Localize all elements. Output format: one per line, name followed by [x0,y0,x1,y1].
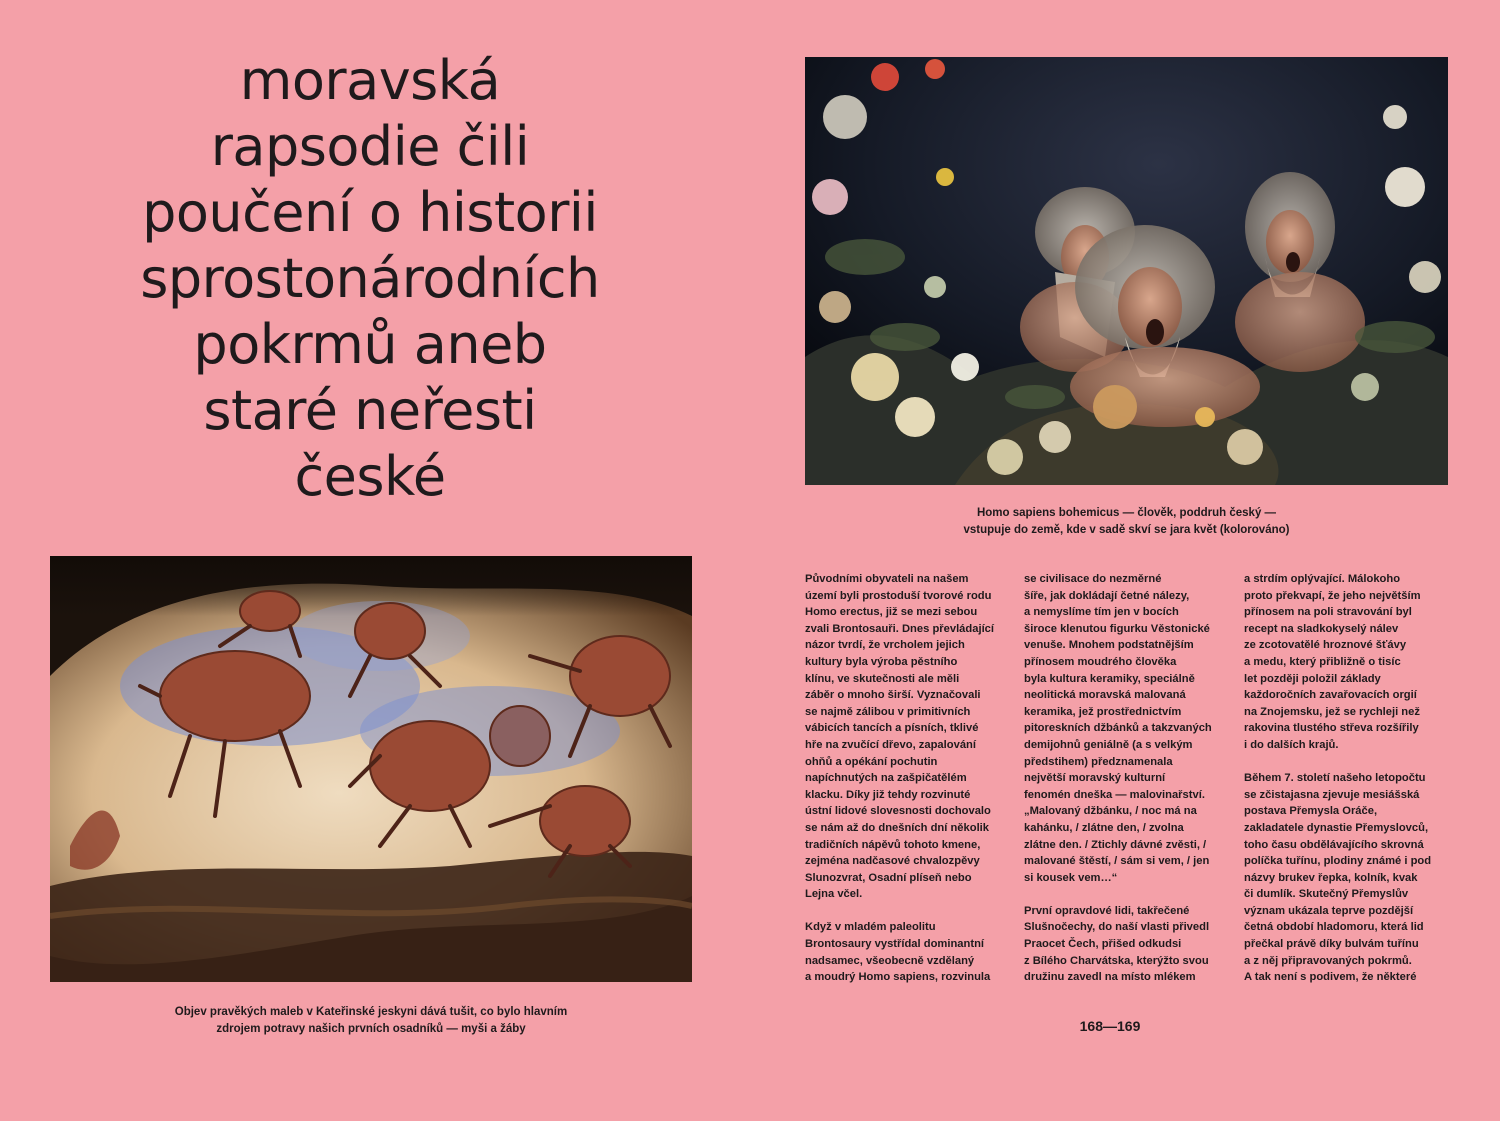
body-text-line: předstihem) předznamenala [1024,755,1173,768]
body-text-line: družinu zavedl na místo mlékem [1024,971,1196,984]
headline-line: české [294,445,446,508]
body-text-line: toho času obdělávajícího skrovná [1244,838,1424,851]
body-text-line: se civilisace do nezměrné [1024,573,1162,585]
body-text-line: Během 7. století našeho letopočtu [1244,772,1426,785]
body-text-line: Praocet Čech, přišed odkudsi [1024,938,1182,951]
body-text-line: zvali Brontosauři. Dnes převládající [805,622,995,635]
body-text-line: rakovina tlustého střeva rozšířily [1244,722,1419,735]
body-text-line: let později položil základy [1244,672,1381,685]
body-text-line: Původními obyvateli na našem [805,573,969,585]
body-text-line: políčka tuřínu, plodiny známé i pod [1244,855,1432,868]
body-text-line: si kousek vem…“ [1024,871,1118,884]
body-column-3 [1244,571,1454,986]
headline [60,48,680,510]
body-text-line: na Znojemsku, jež se rychleji než [1244,705,1420,718]
body-paragraph [805,571,1015,903]
body-column-2 [1024,571,1234,986]
body-text-line: význam ukázala teprve pozdější [1244,904,1414,917]
body-text-line: kahánku, / zlátne den, / zvolna [1024,821,1184,834]
body-text-line: Homo erectus, již se mezi sebou [805,606,978,619]
body-text-line: Slušnočechy, do naší vlasti přivedl [1024,921,1210,934]
body-paragraph [805,919,1015,985]
cave-photo-caption [60,1004,682,1038]
cavemen-photo-caption [805,505,1448,539]
body-text-line: ústní lidové slovesnosti dochovalo [805,805,991,818]
body-text-line: i do dalších krajů. [1244,738,1339,751]
body-text-line: Když v mladém paleolitu [805,921,936,934]
body-text-line: se nám až do dnešních dní několik [805,821,990,834]
body-text-line: a nemyslíme tím jen v bocích [1024,606,1179,619]
body-text-line: přečkal právě díky bulvám tuřínu [1244,938,1419,951]
body-text-line: záběr o mnoho širší. Vyznačovali [805,689,981,702]
headline-line: moravská [239,49,501,112]
body-text-line: kultury byla výroba pěstního [805,655,958,668]
body-text-line: hře na zvučící dřevo, zapalování [805,738,976,751]
body-text-line: přínosem na poli stravování byl [1244,606,1412,619]
body-text-line: keramika, jež prostřednictvím [1024,705,1182,718]
body-text-line: a medu, který přibližně o tisíc [1244,655,1401,668]
caption-line: zdrojem potravy našich prvních osadníků — myši a žáby [216,1023,526,1035]
headline-line: poučení o historii [142,181,598,244]
caption-line: Objev pravěkých maleb v Kateřinské jeskyni dává tušit, co bylo hlavním [174,1006,568,1018]
headline-line: staré neřesti [203,379,537,442]
body-text-line: recept na sladkokyselý nálev [1244,622,1399,635]
body-text-line: vábicích tancích a písních, tklivé [805,722,979,735]
body-text-line: napíchnutých na zašpičatělém [805,772,967,785]
body-text-line: zejména nadčasové chvalozpěvy [805,855,980,868]
body-text-line: pitoreskních džbánků a takzvaných [1024,722,1212,735]
body-text-line: a moudrý Homo sapiens, rozvinula [805,971,991,984]
body-text-line: demijohnů geniálně (a s velkým [1024,738,1193,751]
cavemen-illustration [805,57,1448,485]
body-text-line: Slunozvrat, Osadní plíseň nebo [805,871,972,884]
body-text-line: přínosem moudrého člověka [1024,655,1177,668]
body-text-line: četná období hladomoru, která lid [1244,921,1424,934]
caption-line: Homo sapiens bohemicus — člověk, poddruh český — [976,507,1277,519]
body-text-line: každoročních zavařovacích orgií [1244,689,1417,702]
body-text-line: neolitická moravská malovaná [1024,689,1186,702]
body-text-line: malované štěstí, / sám si vem, / jen [1024,855,1210,868]
page-number: 168—169 [1079,1018,1141,1034]
headline-line: pokrmů aneb [193,313,547,376]
body-text-line: postava Přemysla Oráče, [1244,805,1378,818]
body-text-line: nadsamec, všeobecně vzdělaný [805,954,975,967]
body-paragraph [1244,770,1454,986]
body-text-line: názor tvrdí, že vrcholem jejich [805,639,965,652]
headline-line: sprostonárodních [140,247,600,310]
body-text-line: „Malovaný džbánku, / noc má na [1024,805,1197,818]
body-text-line: klínu, ve skutečnosti ale měli [805,672,960,685]
body-text-line: či dumlík. Skutečný Přemyslův [1244,888,1409,901]
cavemen-photo [805,57,1448,485]
body-text-line: se zčistajasna zjevuje mesiášská [1244,788,1420,801]
cave-painting-photo [50,556,692,982]
body-text-line: Brontosaury vystřídal dominantní [805,938,985,951]
body-paragraph [1024,903,1234,986]
body-text-line: názvy brukev řepka, kolník, kvak [1244,871,1418,884]
body-text-line: území byli prostoduší tvorové rodu [805,589,992,602]
body-text-line: První opravdové lidi, takřečené [1024,904,1190,917]
body-text-line: z Bílého Charvátska, kterýžto svou [1024,954,1209,967]
body-text-line: zakladatele dynastie Přemyslovců, [1244,821,1429,834]
body-text-line: šíře, jak dokládají četné nálezy, [1024,589,1190,602]
body-column-1 [805,571,1015,986]
body-text-line: zlátne den. / Ztichly dávné zvěsti, / [1024,838,1207,851]
body-text-line: proto překvapí, že jeho největším [1244,589,1421,602]
caption-line: vstupuje do země, kde v sadě skví se jara květ (kolorováno) [963,524,1290,536]
body-text-line: venuše. Mnohem podstatnějším [1024,639,1194,652]
body-text-line: fenomén dneška — malovinařství. [1024,788,1205,801]
body-text-line: tradičních nápěvů tohoto kmene, [805,838,981,851]
body-text-line: A tak není s podivem, že některé [1244,971,1417,984]
body-text-line: a strdím oplývající. Málokoho [1244,573,1401,585]
body-text-line: největší moravský kulturní [1024,772,1166,785]
body-text-line: a z něj připravovaných pokrmů. [1244,954,1412,967]
cave-painting-illustration [50,556,692,982]
body-text-line: ohňů a opékání pochutin [805,755,938,768]
body-text-line: klacku. Díky již tehdy rozvinuté [805,788,971,801]
body-text-line: se najmě zálibou v primitivních [805,705,971,718]
body-text-line: ze zcotovatělé hroznové šťávy [1244,639,1407,652]
body-text-line: široce klenutou figurku Věstonické [1024,622,1210,635]
body-text-line: Lejna včel. [805,888,863,901]
headline-line: rapsodie čili [210,115,530,178]
body-text-line: byla kultura keramiky, speciálně [1024,672,1195,685]
body-paragraph [1244,571,1454,754]
body-paragraph [1024,571,1234,886]
